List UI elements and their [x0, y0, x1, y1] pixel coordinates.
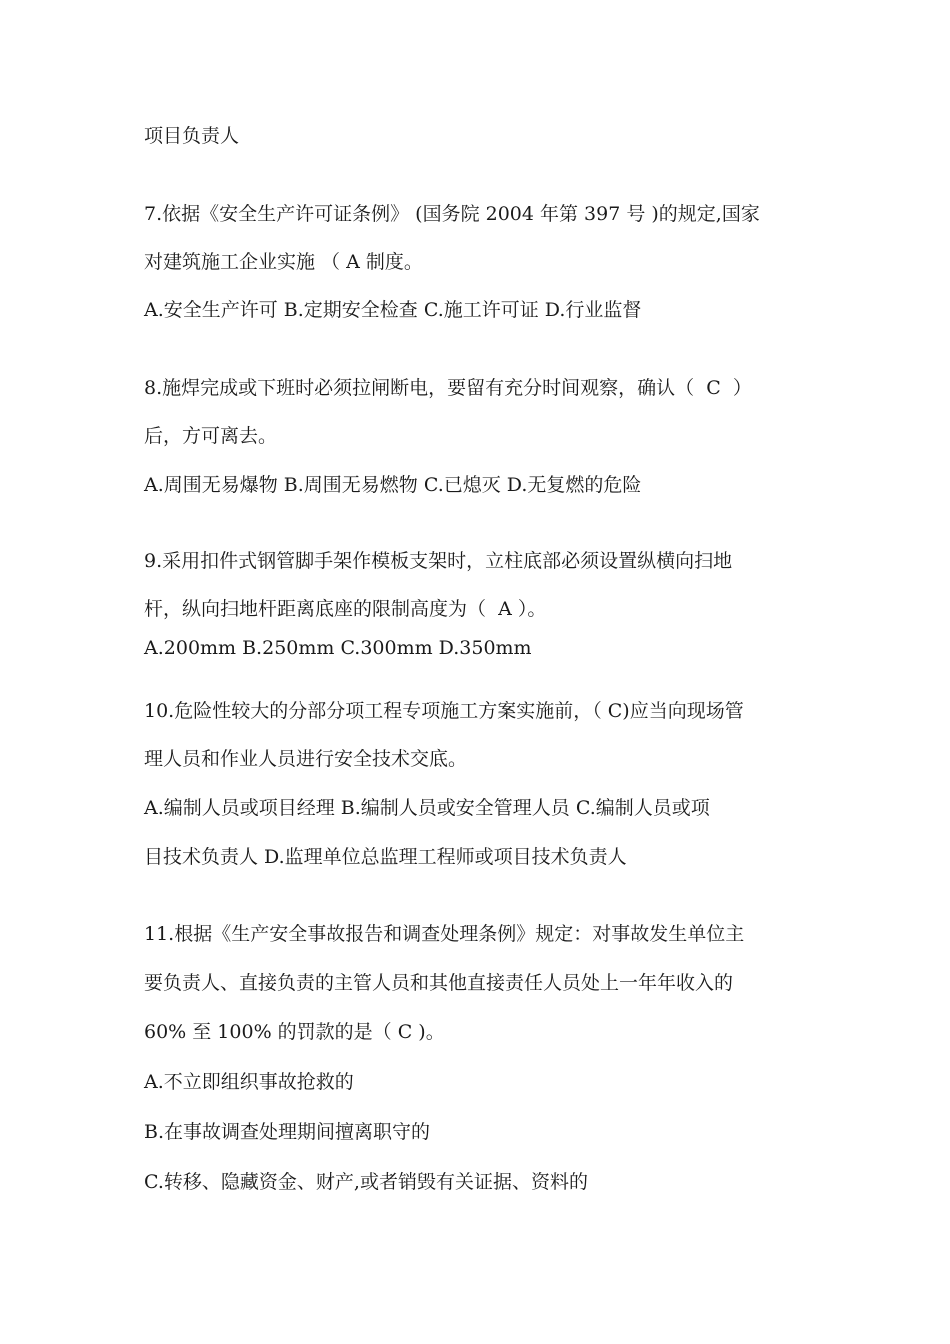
question-7-line-2: 对建筑施工企业实施 （ A 制度。 [144, 251, 423, 273]
question-10-line-1: 10.危险性较大的分部分项工程专项施工方案实施前，（ C)应当向现场管 [144, 700, 744, 722]
question-8-options: A.周围无易爆物 B.周围无易燃物 C.已熄灭 D.无复燃的危险 [144, 474, 642, 496]
question-8-line-1: 8.施焊完成或下班时必须拉闸断电，要留有充分时间观察，确认（ C ） [144, 377, 752, 399]
question-11-option-a: A.不立即组织事故抢救的 [144, 1071, 354, 1093]
question-8-line-2: 后，方可离去。 [144, 425, 278, 447]
question-7-line-1: 7.依据《安全生产许可证条例》 (国务院 2004 年第 397 号 )的规定,国家 [144, 203, 760, 225]
text-line: 项目负责人 [144, 125, 240, 147]
question-11-line-3: 60% 至 100% 的罚款的是（ C )。 [144, 1021, 445, 1043]
question-10-options-line-1: A.编制人员或项目经理 B.编制人员或安全管理人员 C.编制人员或项 [144, 797, 710, 819]
question-7-options: A.安全生产许可 B.定期安全检查 C.施工许可证 D.行业监督 [144, 299, 642, 321]
question-11-option-b: B.在事故调查处理期间擅离职守的 [144, 1121, 431, 1143]
question-9-options: A.200mm B.250mm C.300mm D.350mm [144, 637, 532, 659]
question-11-line-2: 要负责人、直接负责的主管人员和其他直接责任人员处上一年年收入的 [144, 972, 734, 994]
question-11-line-1: 11.根据《生产安全事故报告和调查处理条例》规定：对事故发生单位主 [144, 923, 745, 945]
question-9-line-1: 9.采用扣件式钢管脚手架作模板支架时，立柱底部必须设置纵横向扫地 [144, 550, 733, 572]
question-10-options-line-2: 目技术负责人 D.监理单位总监理工程师或项目技术负责人 [144, 846, 627, 868]
question-10-line-2: 理人员和作业人员进行安全技术交底。 [144, 748, 468, 770]
question-9-line-2: 杆，纵向扫地杆距离底座的限制高度为（ A ）。 [144, 598, 547, 620]
question-11-option-c: C.转移、隐藏资金、财产,或者销毁有关证据、资料的 [144, 1171, 588, 1193]
